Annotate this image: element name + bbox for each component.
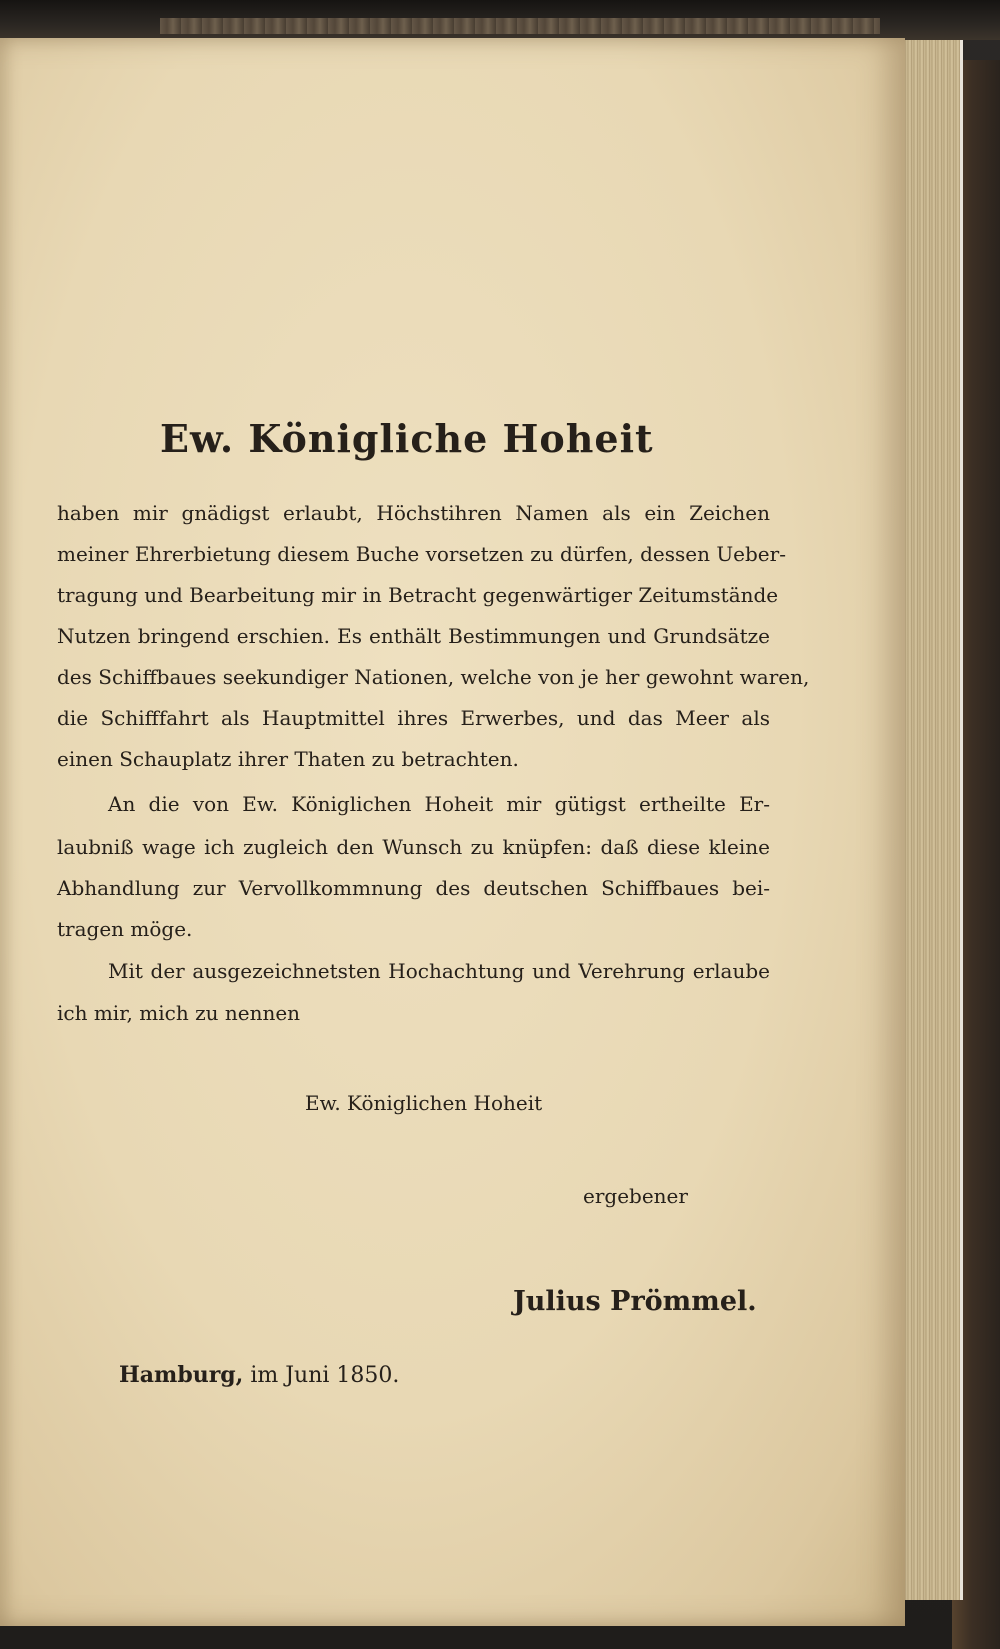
text-line: tragen möge. — [57, 917, 193, 941]
text-line: einen Schauplatz ihrer Thaten zu betrachten. — [57, 747, 519, 771]
text-line: Mit der ausgezeichnetsten Hochachtung und Verehrung erlaube — [108, 959, 770, 983]
text-line: laubniß wage ich zugleich den Wunsch zu knüpfen: daß diese kleine — [57, 835, 770, 859]
closing-subscription: ergebener — [583, 1184, 688, 1208]
dateline-place: Hamburg, — [119, 1362, 244, 1388]
page-stack-edge — [900, 40, 963, 1600]
text-line: tragung und Bearbeitung mir in Betracht gegenwärtiger Zeitumstände — [57, 583, 779, 607]
author-signature: Julius Prömmel. — [513, 1286, 757, 1317]
text-line: meiner Ehrerbietung diesem Buche vorsetzen zu dürfen, dessen Ueber- — [57, 542, 786, 566]
text-line: Nutzen bringend erschien. Es enthält Bestimmungen und Grundsätze — [57, 624, 770, 648]
text-line: ich mir, mich zu nennen — [57, 1001, 301, 1025]
dateline-date: im Juni 1850. — [250, 1363, 400, 1388]
text-line: An die von Ew. Königlichen Hoheit mir gütigst ertheilte Er- — [108, 792, 770, 816]
closing-address: Ew. Königlichen Hoheit — [305, 1091, 543, 1115]
dedication-heading: Ew. Königliche Hoheit — [160, 416, 654, 461]
book-top-edge — [0, 0, 1000, 40]
text-line: die Schifffahrt als Hauptmittel ihres Erwerbes, und das Meer als — [57, 706, 770, 730]
dedication-page — [0, 38, 905, 1626]
dateline — [119, 1364, 399, 1387]
text-line: des Schiffbaues seekundiger Nationen, welche von je her gewohnt waren, — [57, 665, 810, 689]
text-line: Abhandlung zur Vervollkommnung des deutschen Schiffbaues bei- — [57, 876, 770, 900]
text-line: haben mir gnädigst erlaubt, Höchstihren Namen als ein Zeichen — [57, 501, 770, 525]
